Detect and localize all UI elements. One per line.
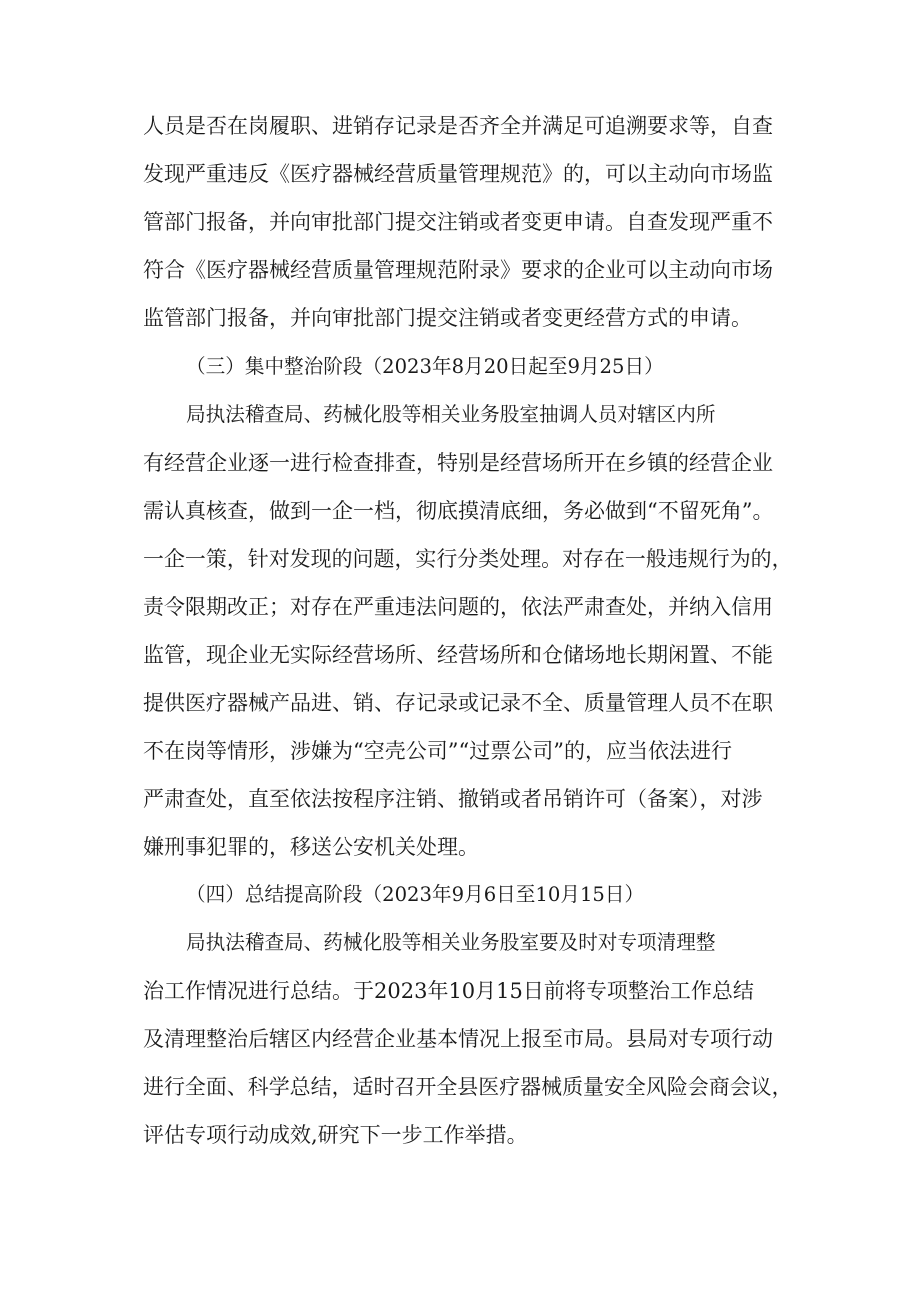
body-text-line: 不在岗等情形，涉嫌为“空壳公司”“过票公司”的，应当依法进行 [143, 739, 732, 763]
body-text-line: 一企一策，针对发现的问题，实行分类处理。对存在一般违规行为的， [143, 547, 793, 571]
body-text-line: 发现严重违反《医疗器械经营质量管理规范》的，可以主动向市场监 [143, 162, 773, 186]
body-text-line: 评估专项行动成效,研究下一步工作举措。 [143, 1123, 528, 1147]
body-text-line: 符合《医疗器械经营质量管理规范附录》要求的企业可以主动向市场 [143, 258, 773, 282]
body-text-line: 严肃查处，直至依法按程序注销、撤销或者吊销许可（备案），对涉 [143, 787, 763, 811]
body-text-line: 提供医疗器械产品进、销、存记录或记录不全、质量管理人员不在职 [143, 691, 773, 715]
body-text-line: 有经营企业逐一进行检查排查，特别是经营场所开在乡镇的经营企业 [143, 451, 773, 475]
body-text-line: 人员是否在岗履职、进销存记录是否齐全并满足可追溯要求等，自查 [143, 114, 773, 138]
body-text-line: 及清理整治后辖区内经营企业基本情况上报至市局。县局对专项行动 [143, 1027, 773, 1051]
section-heading-3: （三）集中整治阶段（2023年8月20日起至9月25日） [186, 355, 664, 378]
body-text-line: 监管，现企业无实际经营场所、经营场所和仓储场地长期闲置、不能 [143, 643, 773, 667]
body-text-line: 局执法稽查局、药械化股等相关业务股室要及时对专项清理整 [186, 931, 716, 954]
body-text-line: 进行全面、科学总结，适时召开全县医疗器械质量安全风险会商会议， [143, 1075, 793, 1099]
section-heading-4: （四）总结提高阶段（2023年9月6日至10月15日） [186, 883, 645, 906]
body-text-line: 监管部门报备，并向审批部门提交注销或者变更经营方式的申请。 [143, 306, 752, 330]
body-text-line: 嫌刑事犯罪的，移送公安机关处理。 [143, 835, 479, 859]
body-text-line: 治工作情况进行总结。于2023年10月15日前将专项整治工作总结 [143, 979, 754, 1003]
body-text-line: 责令限期改正；对存在严重违法问题的，依法严肃查处，并纳入信用 [143, 595, 773, 619]
body-text-line: 局执法稽查局、药械化股等相关业务股室抽调人员对辖区内所 [186, 403, 716, 426]
body-text-line: 管部门报备，并向审批部门提交注销或者变更申请。自查发现严重不 [143, 210, 773, 234]
body-text-line: 需认真核查，做到一企一档，彻底摸清底细，务必做到“不留死角”。 [143, 499, 774, 523]
